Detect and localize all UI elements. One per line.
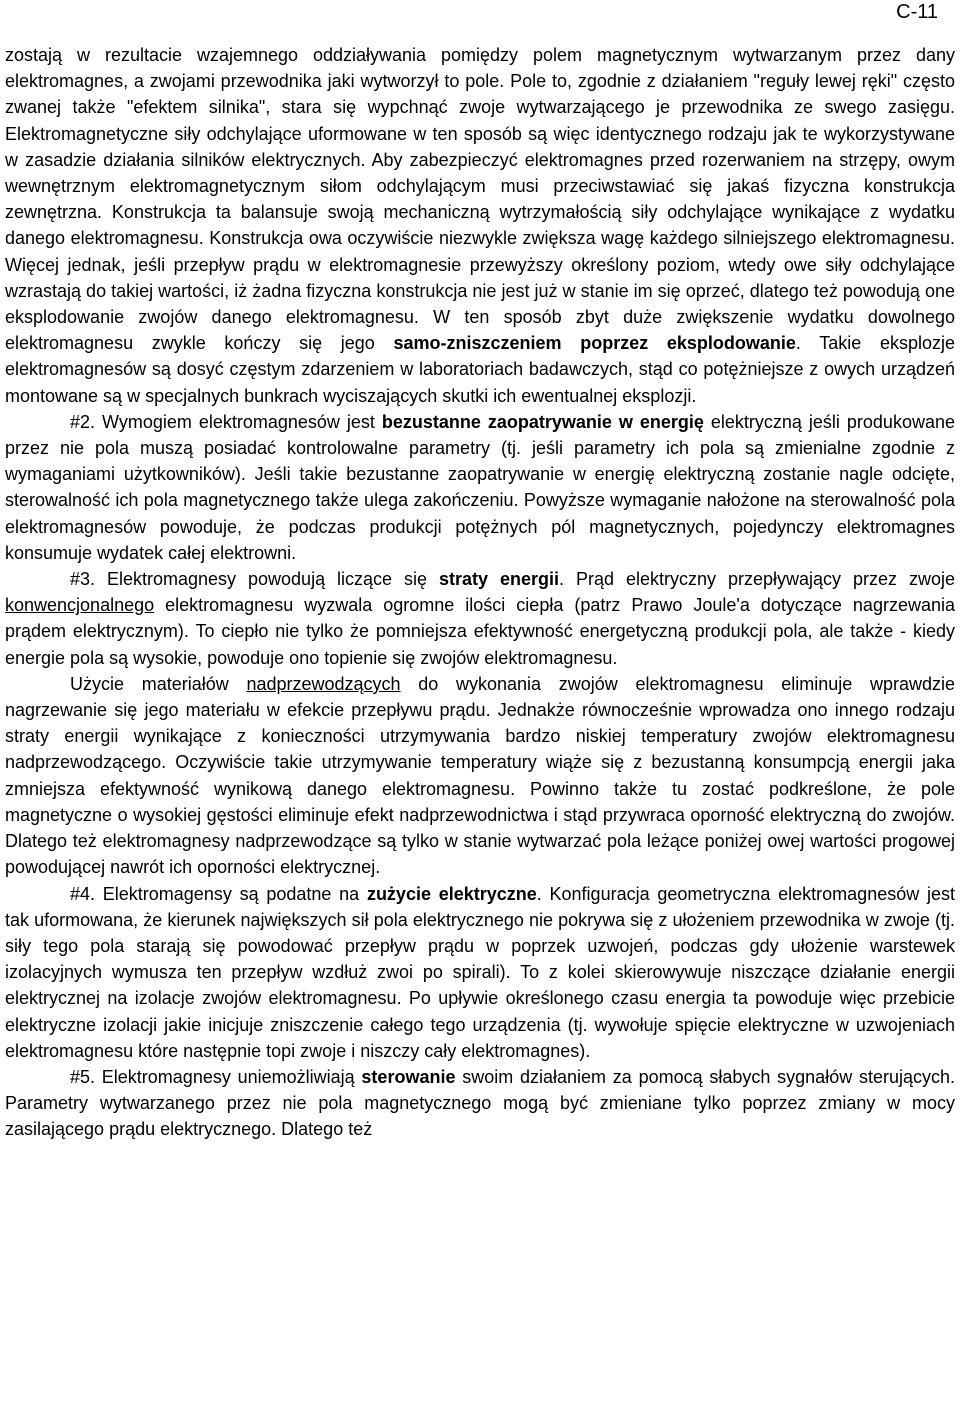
bold-text: zużycie elektryczne (366, 883, 537, 904)
bold-text: sterowanie (361, 1066, 456, 1087)
underlined-text: konwencjonalnego (5, 595, 155, 616)
bold-text: bezustanne zaopatrywanie w energię (381, 411, 704, 432)
paragraph (5, 1064, 955, 1143)
paragraph (5, 881, 955, 1064)
paragraph-text: #4. Elektromagensy są podatne na (70, 883, 367, 904)
document-body (5, 42, 955, 1143)
paragraph-text: #5. Elektromagnesy uniemożliwiają (70, 1066, 362, 1087)
paragraph-text: do wykonania zwojów elektromagnesu eliminuje wprawdzie nagrzewanie się jego materiału w efekcie przepływu prądu. Jednakże równocześnie wprowadza ono innego rodzaju straty energii wynikające z konieczności utrzymywania bardzo niskiej temperatury zwojów elektromagnesu nadprzewodzącego. Oczywiście takie utrzymywanie temperatury wiąże się z bezustanną konsumpcją energii jaka zmniejsza efektywność wynikową danego elektromagnesu. Powinno także tu zostać podkreślone, że pole magnetyczne o wysokiej gęstości eliminuje efekt nadprzewodnictwa i stąd przywraca oporność elektryczną do zwojów. Dlatego też elektromagnesy nadprzewodzące są tylko w stanie wytwarzać pola leżące poniżej owej wartości progowej powodującej nawrót ich oporności elektrycznej. (5, 673, 955, 878)
paragraph (5, 671, 955, 881)
paragraph-text: Użycie materiałów (70, 673, 247, 694)
bold-text: straty energii (439, 569, 560, 590)
bold-text: samo-zniszczeniem poprzez eksplodowanie (393, 333, 796, 354)
paragraph-text: elektryczną jeśli produkowane przez nie pola muszą posiadać kontrolowalne parametry (tj. jeśli parametry ich pola są zmienialne zgodnie z wymaganiami użytkowników). Jeśli takie bezustanne zaopatrywanie w energię elektryczną zostanie nagle odcięte, sterowalność ich pola magnetycznego także ulega zakończeniu. Powyższe wymaganie nałożone na sterowalność pola elektromagnesów powoduje, że podczas produkcji potężnych pól magnetycznych, pojedynczy elektromagnes konsumuje wydatek całej elektrowni. (5, 411, 955, 563)
paragraph-text: #3. Elektromagnesy powodują liczące się (70, 569, 440, 590)
paragraph-text: swoim działaniem za pomocą słabych sygnałów sterujących. Parametry wytwarzanego przez nie pola magnetycznego mogą być zmieniane tylko poprzez zmiany w mocy zasilającego prądu elektrycznego. Dlatego też (5, 1066, 955, 1140)
paragraph-text: . Takie eksplozje elektromagnesów są dosyć częstym zdarzeniem w laboratoriach badawczych, stąd co potężniejsze z owych urządzeń montowane są w specjalnych bunkrach wyciszających skutki ich ewentualnej eksplozji. (5, 333, 955, 406)
page-number-label: C-11 (896, 1, 938, 23)
paragraph (5, 409, 955, 566)
paragraph-text: #2. Wymogiem elektromagnesów jest (70, 411, 382, 432)
paragraph-text: zostają w rezultacie wzajemnego oddziaływania pomiędzy polem magnetycznym wytwarzanym przez dany elektromagnes, a zwojami przewodnika jaki wytworzył to pole. Pole to, zgodnie z działaniem "reguły lewej ręki" często zwanej także "efektem silnika", stara się wypchnąć zwoje wytwarzającego je przewodnika ze swego zasięgu. Elektromagnetyczne siły odchylające uformowane w ten sposób są więc identycznego rodzaju jak te wykorzystywane w zasadzie działania silników elektrycznych. Aby zabezpieczyć elektromagnes przed rozerwaniem na strzępy, owym wewnętrznym elektromagnetycznym siłom odchylającym musi przeciwstawiać się jakaś fizyczna konstrukcja zewnętrzna. Konstrukcja ta balansuje swoją mechaniczną wytrzymałością siły odchylające wynikające z wydatku danego elektromagnesu. Konstrukcja owa oczywiście niezwykle zwiększa wagę każdego silniejszego elektromagnesu. Więcej jednak, jeśli przepływ prądu w elektromagnesie przewyższy określony poziom, wtedy owe siły odchylające wzrastają do takiej wartości, iż żadna fizyczna konstrukcja nie jest już w stanie im się oprzeć, dlatego też powodują one eksplodowanie zwojów danego elektromagnesu. W ten sposób zbyt duże zwiększenie wydatku dowolnego elektromagnesu zwykle kończy się jego (5, 45, 955, 354)
paragraph-text: . Konfiguracja geometryczna elektromagnesów jest tak uformowana, że kierunek największych sił pola elektrycznego nie pokrywa się z ułożeniem przewodnika w zwoje (tj. siły tego pola starają się powodować przepływ prądu w poprzek uzwojeń, podczas gdy ułożenie warstewek izolacyjnych wymusza ten przepływ wzdłuż zwoi po spirali). To z kolei skierowywuje niszczące działanie energii elektrycznej na izolacje zwojów elektromagnesu. Po upływie określonego czasu energia ta powoduje więc przebicie elektryczne izolacji jakie inicjuje zniszczenie całego tego urządzenia (tj. wywołuje spięcie elektryczne w uzwojeniach elektromagnesu które następnie topi zwoje i niszczy cały elektromagnes). (5, 883, 955, 1061)
paragraph-text: . Prąd elektryczny przepływający przez zwoje (559, 569, 955, 590)
paragraph-text: elektromagnesu wyzwala ogromne ilości ciepła (patrz Prawo Joule'a dotyczące nagrzewania prądem elektrycznym). To ciepło nie tylko że pomniejsza efektywność energetyczną produkcji pola, ale także - kiedy energie pola są wysokie, powoduje ono topienie się zwojów elektromagnesu. (5, 595, 955, 668)
underlined-text: nadprzewodzących (246, 673, 401, 694)
paragraph (5, 566, 955, 671)
paragraph (5, 42, 955, 409)
